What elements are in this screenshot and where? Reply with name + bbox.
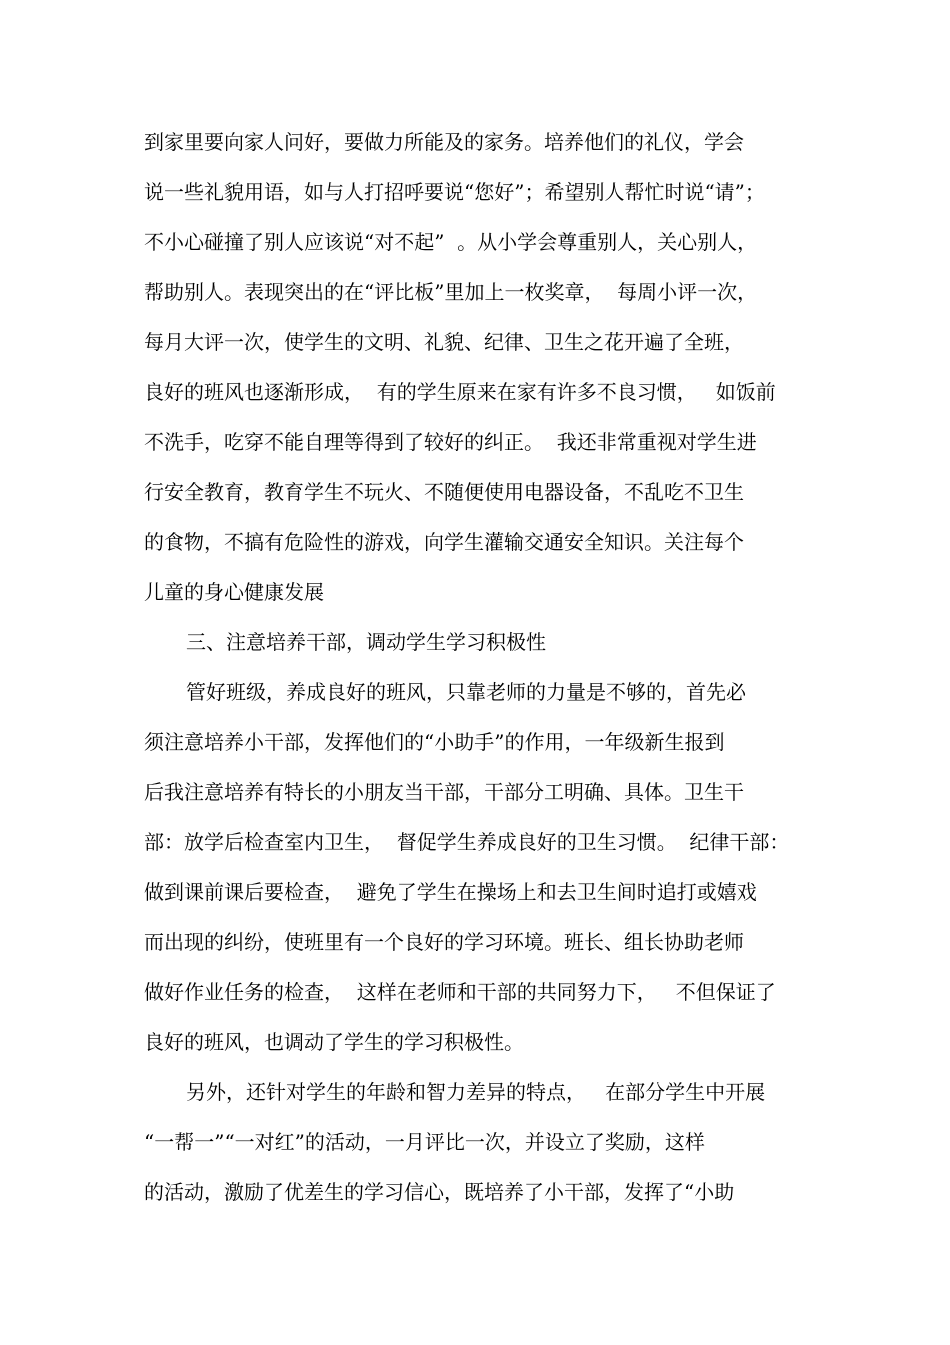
text-line: “一帮一”“一对红”的活动，一月评比一次，并设立了奖励，这样 xyxy=(144,1130,705,1154)
text-line: 管好班级，养成良好的班风，只靠老师的力量是不够的，首先必 xyxy=(186,680,746,704)
text-line: 后我注意培养有特长的小朋友当干部，干部分工明确、具体。卫生干 xyxy=(144,780,744,804)
text-line: 儿童的身心健康发展 xyxy=(144,580,324,604)
text-line: 部：放学后检查室内卫生， 督促学生养成良好的卫生习惯。 纪律干部： xyxy=(144,830,790,854)
text-line: 不小心碰撞了别人应该说“对不起” 。从小学会尊重别人，关心别人， xyxy=(144,230,758,254)
text-line: 做好作业任务的检查， 这样在老师和干部的共同努力下， 不但保证了 xyxy=(144,980,776,1004)
text-line: 的活动，激励了优差生的学习信心，既培养了小干部，发挥了“小助 xyxy=(144,1180,735,1204)
text-line: 不洗手，吃穿不能自理等得到了较好的纠正。 我还非常重视对学生进 xyxy=(144,430,757,454)
text-line: 良好的班风也逐渐形成， 有的学生原来在家有许多不良习惯， 如饭前 xyxy=(144,380,776,404)
text-line: 的食物，不搞有危险性的游戏，向学生灌输交通安全知识。关注每个 xyxy=(144,530,744,554)
text-line: 到家里要向家人问好，要做力所能及的家务。培养他们的礼仪，学会 xyxy=(144,130,744,154)
text-line: 良好的班风，也调动了学生的学习积极性。 xyxy=(144,1030,524,1054)
text-line: 帮助别人。表现突出的在“评比板”里加上一枚奖章， 每周小评一次， xyxy=(144,280,758,304)
text-line: 须注意培养小干部，发挥他们的“小助手”的作用，一年级新生报到 xyxy=(144,730,725,754)
section-heading: 三、注意培养干部，调动学生学习积极性 xyxy=(186,630,546,654)
text-line: 说一些礼貌用语，如与人打招呼要说“您好”；希望别人帮忙时说“请”； xyxy=(144,180,765,204)
text-line: 另外，还针对学生的年龄和智力差异的特点， 在部分学生中开展 xyxy=(186,1080,766,1104)
text-line: 做到课前课后要检查， 避免了学生在操场上和去卫生间时追打或嬉戏 xyxy=(144,880,757,904)
text-line: 行安全教育，教育学生不玩火、不随便使用电器设备，不乱吃不卫生 xyxy=(144,480,744,504)
text-line: 而出现的纠纷，使班里有一个良好的学习环境。班长、组长协助老师 xyxy=(144,930,744,954)
text-line: 每月大评一次，使学生的文明、礼貌、纪律、卫生之花开遍了全班， xyxy=(144,330,744,354)
